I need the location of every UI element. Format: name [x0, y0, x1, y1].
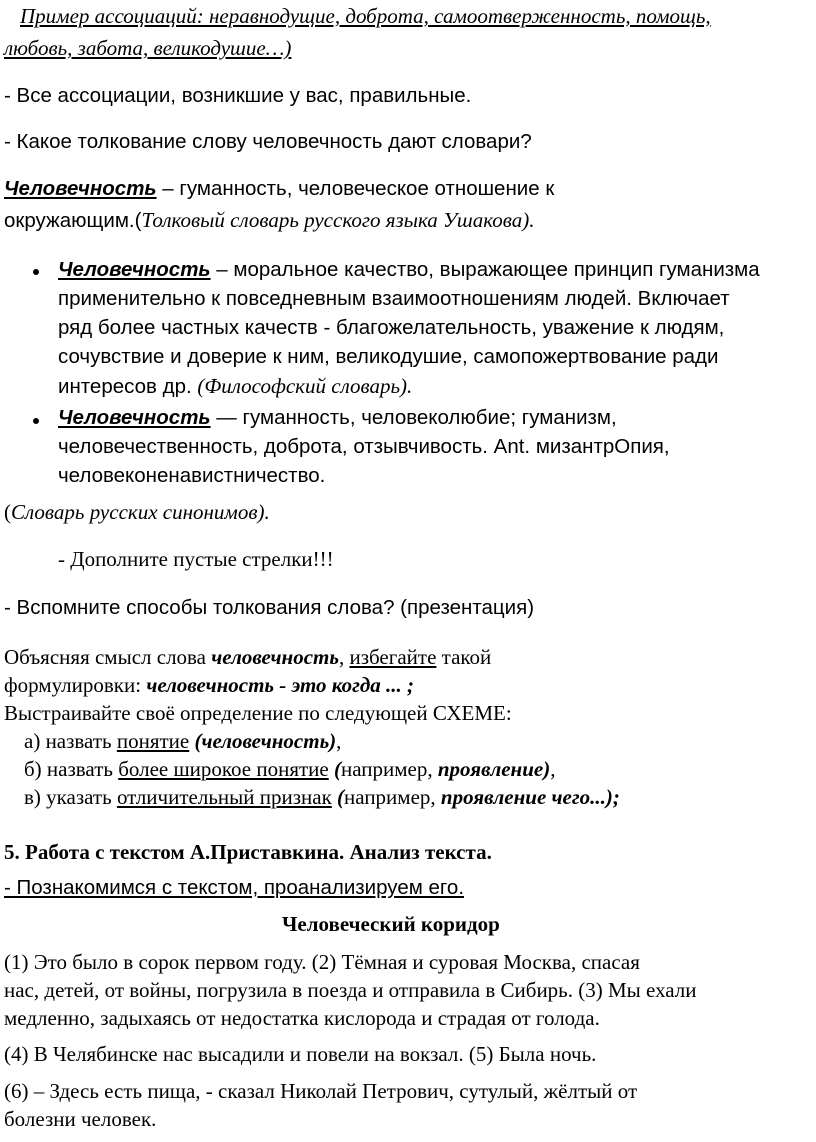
scheme-intro: Выстраивайте своё определение по следующей СХЕМЕ:: [4, 701, 512, 725]
task-arrows: - Дополните пустые стрелки!!!: [58, 547, 334, 571]
story-paragraph-3-line-1: (6) – Здесь есть пища, - сказал Николай Петрович, сутулый, жёлтый от: [4, 1079, 638, 1103]
story-paragraph-3-line-2: болезни человек.: [4, 1107, 157, 1131]
term-humanity: Человечность: [58, 406, 211, 429]
story-paragraph-1-line-1: (1) Это было в сорок первом году. (2) Тёмная и суровая Москва, спасая: [4, 950, 640, 974]
text-intro: - Познакомимся с текстом, проанализируем его.: [4, 876, 465, 899]
source-synonyms: Словарь русских синонимов).: [11, 500, 270, 524]
story-title: Человеческий коридор: [282, 912, 500, 936]
explanation-line-1: Объясняя смысл слова человечность, избегайте такой: [4, 645, 492, 669]
definition-philosophy-line-2: применительно к повседневным взаимоотношениям людей. Включает: [58, 287, 730, 310]
story-paragraph-1-line-2: нас, детей, от войны, погрузила в поезда и отправила в Сибирь. (3) Мы ехали: [4, 978, 697, 1002]
associations-text-end: любовь, забота, великодушие…): [4, 36, 292, 60]
associations-text: Пример ассоциаций: неравнодущие, доброта, самоотверженность, помощь,: [20, 4, 711, 28]
definition-philosophy-line-1: Человечность – моральное качество, выражающее принцип гуманизма: [58, 258, 760, 281]
definition-synonyms-line-2: человечественность, доброта, отзывчивость. Ant. мизантрОпия,: [58, 435, 670, 458]
term-humanity: Человечность: [58, 258, 211, 281]
source-philosophy: (Философский словарь).: [197, 374, 413, 398]
definition-ushakov-line-2: окружающим.(Толковый словарь русского языка Ушакова).: [4, 208, 535, 232]
term-humanity: Человечность: [4, 177, 157, 200]
question-associations: - Все ассоциации, возникшие у вас, правильные.: [4, 84, 472, 107]
associations-line-1: [20, 4, 711, 29]
story-paragraph-2: (4) В Челябинске нас высадили и повели на вокзал. (5) Была ночь.: [4, 1042, 597, 1066]
task-interpretation-methods: - Вспомните способы толкования слова? (презентация): [4, 596, 535, 619]
associations-line-2: [4, 36, 291, 61]
source-ushakov: Толковый словарь русского языка Ушакова).: [141, 208, 535, 232]
question-dictionaries: - Какое толкование слову человечность дают словари?: [4, 130, 532, 153]
story-paragraph-1-line-3: медленно, задыхаясь от недостатка кислорода и страдая от голода.: [4, 1006, 600, 1030]
explanation-line-2: формулировки: человечность - это когда ... ;: [4, 673, 415, 697]
scheme-step-b: б) назвать более широкое понятие (например, проявление),: [24, 757, 556, 781]
bullet-marker: [33, 269, 39, 275]
section-heading: 5. Работа с текстом А.Приставкина. Анализ текста.: [4, 840, 492, 864]
source-synonyms-line: (Словарь русских синонимов).: [4, 500, 270, 524]
definition-ushakov-line-1: Человечность – гуманность, человеческое отношение к: [4, 177, 555, 200]
definition-philosophy-line-4: сочувствие и доверие к ним, великодушие, самопожертвование ради: [58, 345, 719, 368]
definition-philosophy-line-3: ряд более частных качеств - благожелательность, уважение к людям,: [58, 316, 725, 339]
scheme-step-c: в) указать отличительный признак (например, проявление чего...);: [24, 785, 620, 809]
bullet-marker: [33, 418, 39, 424]
definition-synonyms-line-3: человеконенавистничество.: [58, 464, 326, 487]
scheme-step-a: а) назвать понятие (человечность),: [24, 729, 342, 753]
definition-philosophy-line-5: интересов др. (Философский словарь).: [58, 374, 413, 398]
definition-synonyms-line-1: Человечность — гуманность, человеколюбие; гуманизм,: [58, 406, 617, 429]
